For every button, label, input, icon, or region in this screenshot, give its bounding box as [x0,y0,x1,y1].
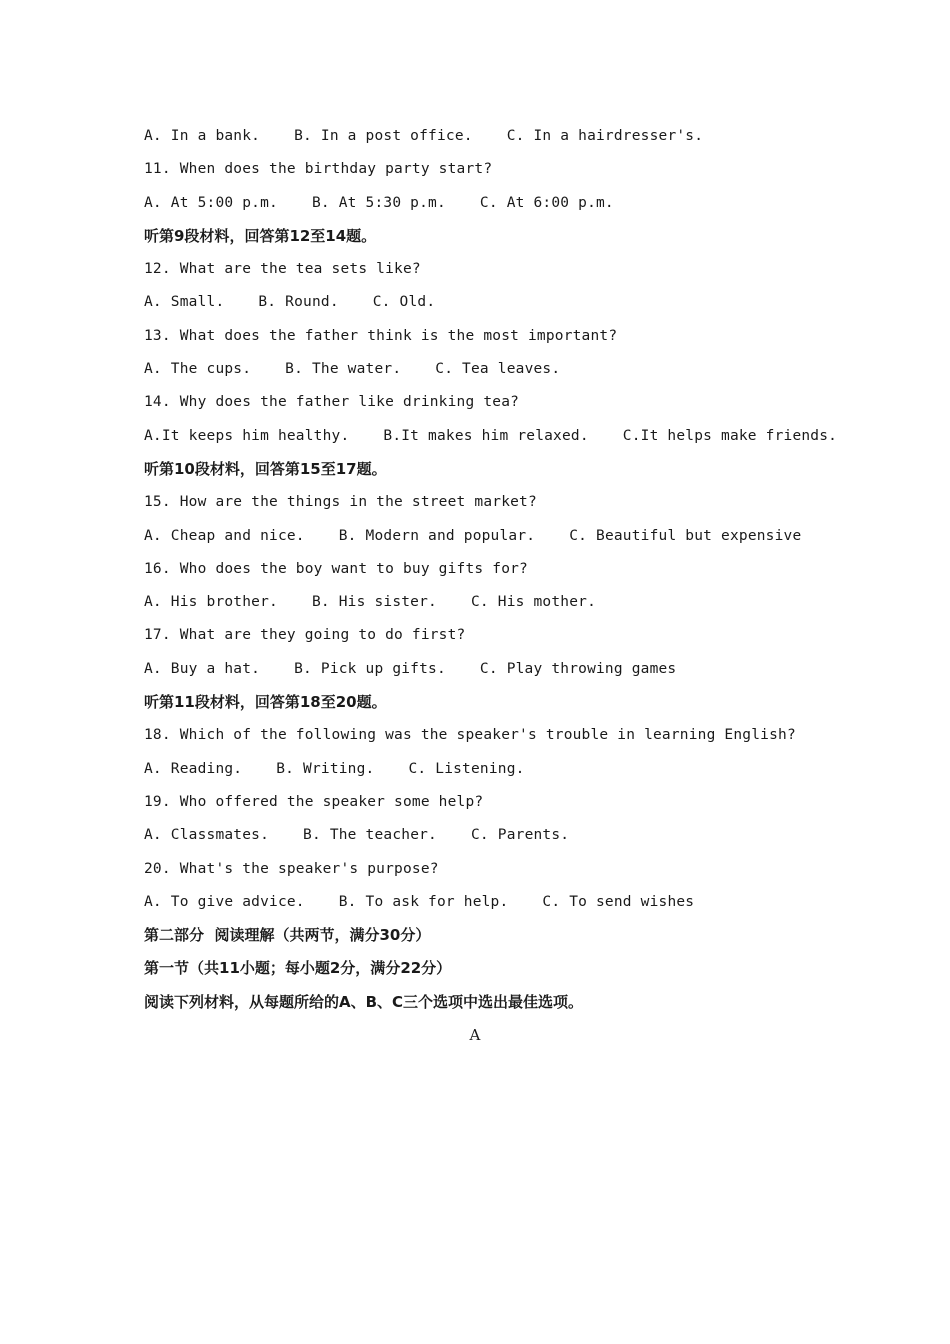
question-text: 16. Who does the boy want to buy gifts for? [144,560,528,577]
option-b: B. Modern and popular. [338,527,536,544]
option-a: A. His brother. [144,594,278,611]
option-a: A.It keeps him healthy. [144,427,350,444]
section-heading: 第一节（共11小题；每小题2分，满分22分） [144,959,452,978]
section-heading: 阅读下列材料，从每题所给的A、B、C三个选项中选出最佳选项。 [144,992,584,1011]
option-b: B. Round. [258,294,339,311]
option-c: C. Beautiful but expensive [569,527,802,544]
option-c: C. In a hairdresser's. [506,128,704,144]
option-b: B. The teacher. [303,827,437,844]
option-a: A. Cheap and nice. [144,527,305,544]
question-text: 14. Why does the father like drinking tea? [144,394,520,411]
answer-options [144,120,824,153]
option-a: A. The cups. [144,361,252,378]
answer-options [144,420,838,453]
answer-options [144,653,824,686]
option-c: C. Listening. [408,760,525,777]
question-text: 19. Who offered the speaker some help? [144,793,484,810]
section-heading: 听第11段材料，回答第18至20题。 [144,693,387,712]
option-a: A. In a bank. [144,128,261,144]
answer-options [144,353,824,386]
option-b: B. The water. [285,361,402,378]
option-b: B.It makes him relaxed. [383,427,589,444]
option-b: B. His sister. [311,594,437,611]
section-heading: 第二部分 阅读理解（共两节，满分30分） [144,926,431,945]
option-a: A. Buy a hat. [144,660,261,677]
option-b: B. Pick up gifts. [294,660,446,677]
option-b: B. To ask for help. [338,893,509,910]
answer-options [144,753,824,786]
option-b: B. At 5:30 p.m. [311,194,446,211]
option-c: C. Tea leaves. [435,361,561,378]
option-b: B. Writing. [276,760,375,777]
option-c: C.It helps make friends. [622,427,838,444]
option-a: A. Classmates. [144,827,270,844]
document-page [144,120,838,1052]
option-c: C. His mother. [470,594,597,611]
option-a: A. Reading. [144,760,243,777]
option-a: A. At 5:00 p.m. [144,194,278,211]
passage-label: A [469,1026,481,1045]
option-b: B. In a post office. [294,128,473,144]
answer-options [144,586,824,619]
answer-options [144,819,824,852]
option-a: A. To give advice. [144,893,305,910]
option-c: C. To send wishes [542,893,695,910]
question-text: 15. How are the things in the street market? [144,494,537,511]
answer-options [144,886,824,919]
question-text: 18. Which of the following was the speaker's trouble in learning English? [144,727,796,744]
question-text: 13. What does the father think is the most important? [144,327,618,344]
option-c: C. At 6:00 p.m. [479,194,614,211]
option-a: A. Small. [144,294,225,311]
answer-options [144,187,824,220]
option-c: C. Parents. [470,827,570,844]
option-c: C. Old. [372,294,436,311]
question-text: 11. When does the birthday party start? [144,161,493,178]
question-text: 12. What are the tea sets like? [144,261,421,278]
question-text: 17. What are they going to do first? [144,627,466,644]
option-c: C. Play throwing games [479,660,677,677]
section-heading: 听第10段材料，回答第15至17题。 [144,459,387,478]
section-heading: 听第9段材料，回答第12至14题。 [144,226,377,245]
question-text: 20. What's the speaker's purpose? [144,860,439,877]
answer-options [144,286,824,319]
answer-options [144,520,824,553]
